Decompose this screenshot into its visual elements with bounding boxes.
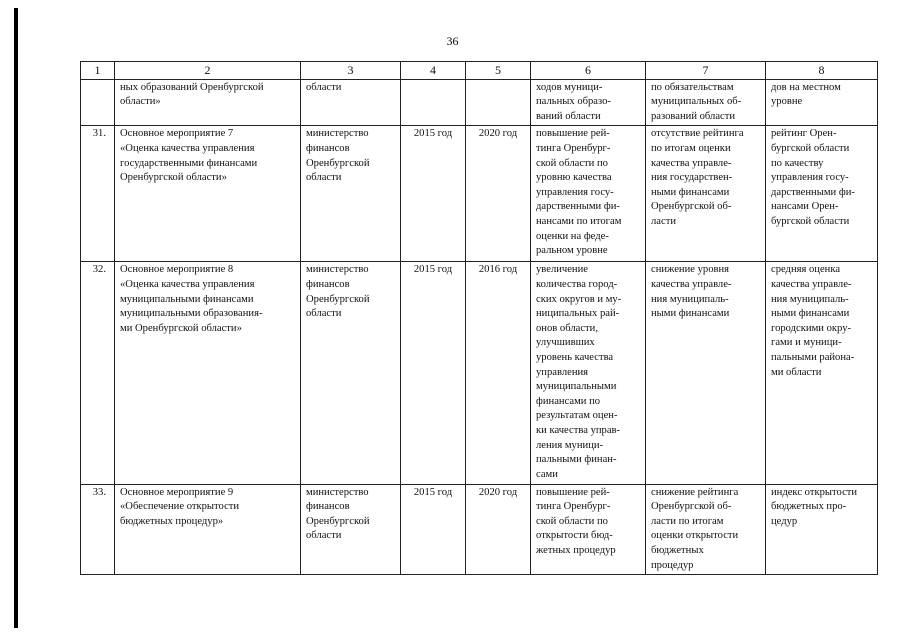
program-measures-table — [80, 61, 878, 575]
executor-cell: министерство финансов Оренбургской области — [301, 484, 401, 575]
expected-result-cell: повышение рей- тинга Оренбург- ской области по уровню качества управления госу- дарственными фи- нансами по итогам оценки на феде- ральном уровне — [531, 126, 646, 262]
executor-cell: области — [301, 79, 401, 126]
start-year-cell — [401, 79, 466, 126]
page-number: 36 — [446, 34, 459, 48]
indicator-link-cell: индекс открытости бюджетных про- цедур — [766, 484, 878, 575]
table-row-continuation — [81, 79, 878, 126]
table-row — [81, 262, 878, 484]
executor-cell: министерство финансов Оренбургской области — [301, 126, 401, 262]
end-year-cell — [466, 79, 531, 126]
measure-name-cell: ных образований Оренбургской области» — [115, 79, 301, 126]
page-binding-edge — [14, 8, 18, 628]
start-year-cell: 2015 год — [401, 484, 466, 575]
column-header: 8 — [766, 62, 878, 80]
table-row — [81, 126, 878, 262]
indicator-link-cell: рейтинг Орен- бургской области по качеству управления госу- дарственными фи- нансами Орен- бургской области — [766, 126, 878, 262]
row-number-cell: 31. — [81, 126, 115, 262]
start-year-cell: 2015 год — [401, 262, 466, 484]
column-number-header-row — [81, 62, 878, 80]
end-year-cell: 2020 год — [466, 126, 531, 262]
column-header: 6 — [531, 62, 646, 80]
measure-name-cell: Основное мероприятие 7 «Оценка качества управления государственными финансами Оренбургской области» — [115, 126, 301, 262]
column-header: 1 — [81, 62, 115, 80]
row-number-cell: 33. — [81, 484, 115, 575]
indicator-link-cell: дов на местном уровне — [766, 79, 878, 126]
measure-name-cell: Основное мероприятие 8 «Оценка качества управления муниципальными финансами муниципальными образования- ми Оренбургской области» — [115, 262, 301, 484]
non-implementation-consequence-cell: отсутствие рейтинга по итогам оценки качества управле- ния государствен- ными финансами Оренбургской об- ласти — [646, 126, 766, 262]
table-row — [81, 484, 878, 575]
end-year-cell: 2016 год — [466, 262, 531, 484]
end-year-cell: 2020 год — [466, 484, 531, 575]
non-implementation-consequence-cell: снижение уровня качества управле- ния муниципаль- ными финансами — [646, 262, 766, 484]
column-header: 7 — [646, 62, 766, 80]
column-header: 3 — [301, 62, 401, 80]
expected-result-cell: ходов муници- пальных образо- ваний области — [531, 79, 646, 126]
row-number-cell — [81, 79, 115, 126]
non-implementation-consequence-cell: по обязательствам муниципальных об- разований области — [646, 79, 766, 126]
expected-result-cell: повышение рей- тинга Оренбург- ской области по открытости бюд- жетных процедур — [531, 484, 646, 575]
column-header: 5 — [466, 62, 531, 80]
indicator-link-cell: средняя оценка качества управле- ния муниципаль- ными финансами городскими окру- гами и муници- пальными района- ми области — [766, 262, 878, 484]
expected-result-cell: увеличение количества город- ских округов и му- ниципальных рай- онов области, улучшивших уровень качества управления муниципальными финансами по результатам оцен- ки качества управ- ления муници- пальными финан- сами — [531, 262, 646, 484]
executor-cell: министерство финансов Оренбургской области — [301, 262, 401, 484]
row-number-cell: 32. — [81, 262, 115, 484]
measure-name-cell: Основное мероприятие 9 «Обеспечение открытости бюджетных процедур» — [115, 484, 301, 575]
column-header: 2 — [115, 62, 301, 80]
start-year-cell: 2015 год — [401, 126, 466, 262]
non-implementation-consequence-cell: снижение рейтинга Оренбургской об- ласти по итогам оценки открытости бюджетных процедур — [646, 484, 766, 575]
column-header: 4 — [401, 62, 466, 80]
